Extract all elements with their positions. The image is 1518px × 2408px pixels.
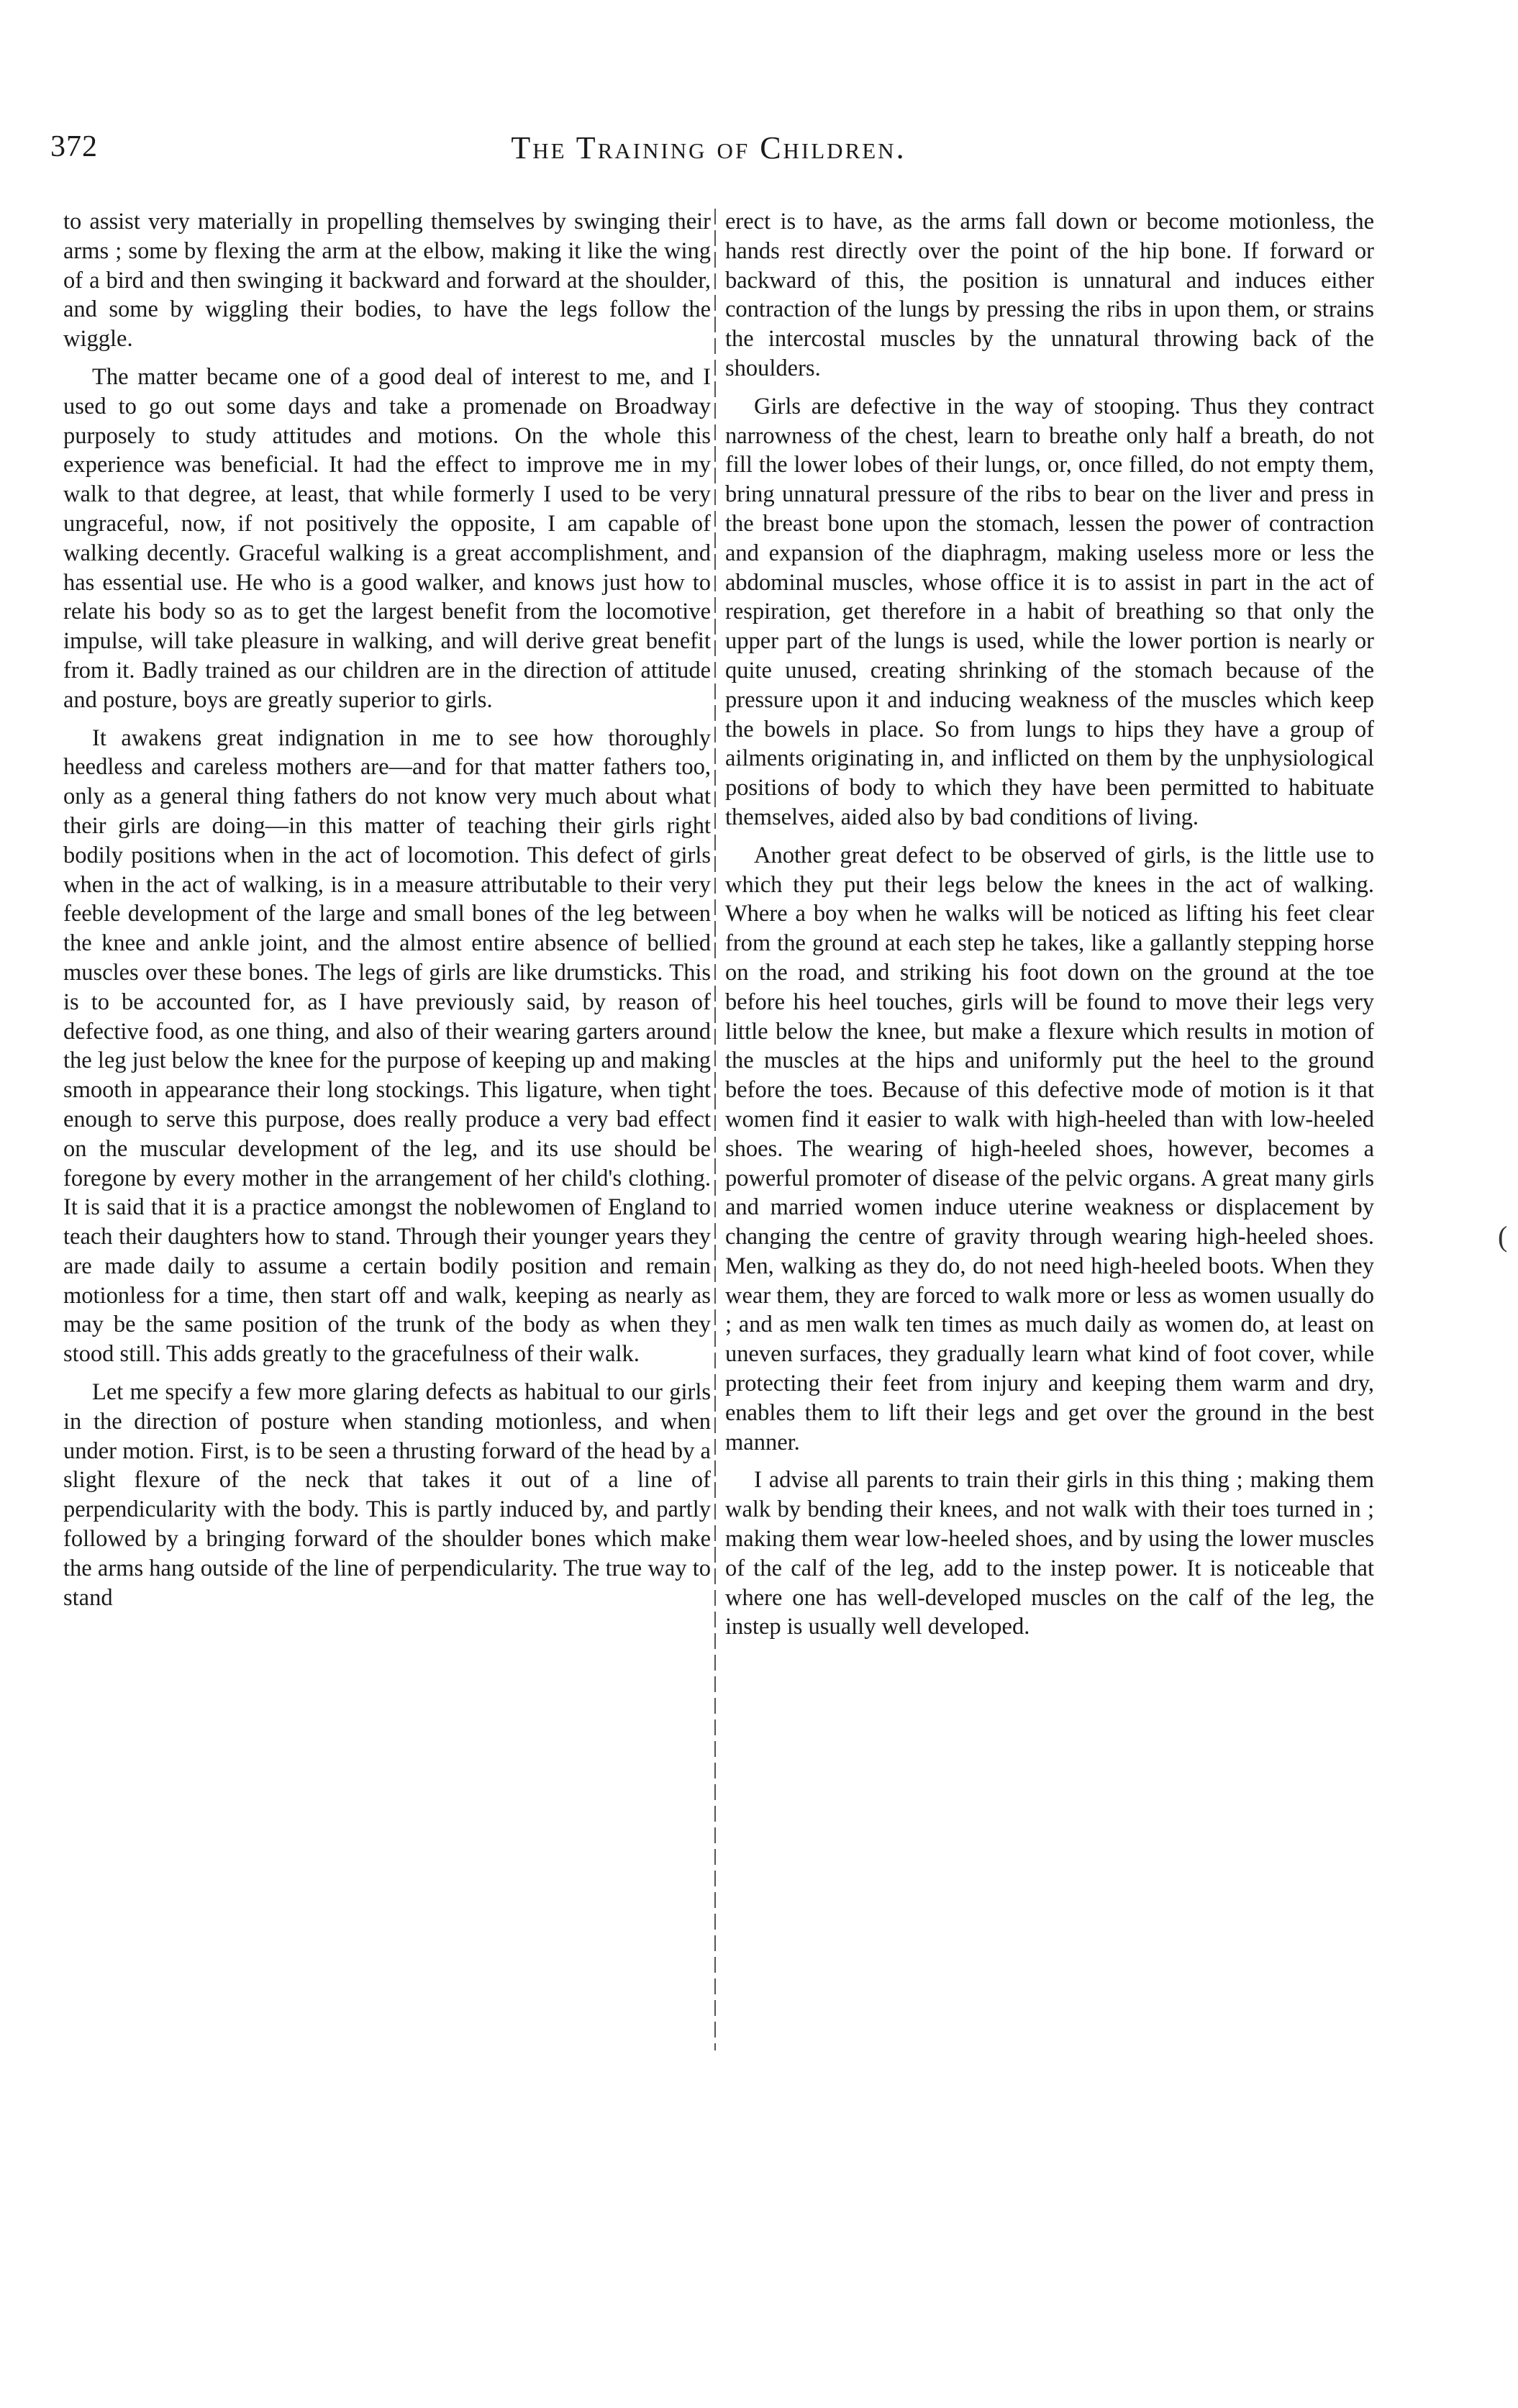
paragraph: erect is to have, as the arms fall down or become motionless, the hands rest directly over the point of the hip bone. If forward or backward of this, the position is unnatural and induces either contraction of the lungs by pressing the ribs in upon them, or strains the intercostal muscles by the unnatural throwing back of the shoulders. [725, 209, 1374, 381]
running-title: The Training of Children. [511, 130, 906, 165]
right-column [725, 207, 1374, 1650]
paragraph: Let me specify a few more glaring defects as habitual to our girls in the direction of posture when standing motionless, and when under motion. First, is to be seen a thrusting forward of the head by a slight flexure of the neck that takes it out of a line of perpendicularity with the body. This is partly induced by, and partly followed by a bringing forward of the shoulder bones which make the arms hang outside of the line of perpendicularity. The true way to stand [63, 1379, 711, 1611]
page-number: 372 [50, 130, 98, 163]
column-divider [714, 209, 716, 2050]
paragraph: I advise all parents to train their girls in this thing ; making them walk by bending their knees, and not walk with their toes turned in ; making them wear low-heeled shoes, and by using the lower muscles of the calf of the leg, add to the instep power. It is noticeable that where one has well-developed muscles on the calf of the leg, the instep is usually well developed. [725, 1467, 1374, 1640]
paragraph: The matter became one of a good deal of interest to me, and I used to go out some days and take a promenade on Broadway purposely to study attitudes and motions. On the whole this experience was beneficial. It had the effect to improve me in my walk to that degree, at least, that while formerly I used to be very ungraceful, now, if not positively the opposite, I am capable of walking decently. Graceful walking is a great accomplishment, and has essential use. He who is a good walker, and knows just how to relate his body so as to get the largest benefit from the locomotive impulse, will take pleasure in walking, and will derive great benefit from it. Badly trained as our children are in the direction of attitude and posture, boys are greatly superior to girls. [63, 363, 711, 713]
page-header [50, 130, 1367, 173]
paragraph: to assist very materially in propelling themselves by swinging their arms ; some by flexing the arm at the elbow, making it like the wing of a bird and then swinging it backward and forward at the shoulder, and some by wiggling their bodies, to have the legs follow the wiggle. [63, 209, 711, 353]
margin-mark: ( [1498, 1220, 1508, 1253]
paragraph: It awakens great indignation in me to see how thoroughly heedless and careless mothers are—and for that matter fathers too, only as a general thing fathers do not know very much about what their girls are doing—in this matter of teaching their girls right bodily positions when in the act of locomotion. This defect of girls when in the act of walking, is in a measure attributable to their very feeble development of the large and small bones of the leg between the knee and ankle joint, and the almost entire absence of bellied muscles over these bones. The legs of girls are like drumsticks. This is to be accounted for, as I have previously said, by reason of defective food, as one thing, and also of their wearing garters around the leg just below the knee for the purpose of keeping up and making smooth in appearance their long stockings. This ligature, when tight enough to serve this purpose, does really produce a very bad effect on the muscular development of the leg, and its use should be foregone by every mother in the arrangement of her child's clothing. It is said that it is a practice amongst the noblewomen of England to teach their daughters how to stand. Through their younger years they are made daily to assume a certain bodily position and remain motionless for a time, then start off and walk, keeping as nearly as may be the same position of the trunk of the body as when they stood still. This adds greatly to the gracefulness of their walk. [63, 724, 711, 1368]
paragraph: Girls are defective in the way of stooping. Thus they contract narrowness of the chest, learn to breathe only half a breath, do not fill the lower lobes of their lungs, or, once filled, do not empty them, bring unnatural pressure of the ribs to bear on the liver and press in the breast bone upon the stomach, lessen the power of contraction and expansion of the diaphragm, making useless more or less the abdominal muscles, whose office it is to assist in part in the act of respiration, get therefore in a habit of breathing so that only the upper part of the lungs is used, while the lower portion is nearly or quite unused, creating shrinking of the stomach because of the pressure upon it and inducing weakness of the muscles which keep the bowels in place. So from lungs to hips they have a group of ailments originating in, and inflicted on them by the unphysiological positions of body to which they have been permitted to habituate themselves, aided also by bad conditions of living. [725, 393, 1374, 830]
left-column [63, 207, 711, 1621]
paragraph: Another great defect to be observed of girls, is the little use to which they put their legs below the knees in the act of walking. Where a boy when he walks will be noticed as lifting his feet clear from the ground at each step he takes, like a gallantly stepping horse on the road, and striking his foot down on the ground at the toe before his heel touches, girls will be found to move their legs very little below the knee, but make a flexure which results in motion of the muscles at the hips and uniformly put the heel to the ground before the toes. Because of this defective mode of motion is it that women find it easier to walk with high-heeled than with low-heeled shoes. The wearing of high-heeled shoes, however, becomes a powerful promoter of disease of the pelvic organs. A great many girls and married women induce uterine weakness or displacement by changing the centre of gravity through wearing high-heeled shoes. Men, walking as they do, do not need high-heeled boots. When they wear them, they are forced to walk more or less as women usually do ; and as men walk ten times as much daily as women do, at least on uneven surfaces, they gradually learn what kind of foot cover, while protecting their feet from injury and keeping them warm and dry, enables them to lift their legs and get over the ground in the best manner. [725, 842, 1374, 1455]
